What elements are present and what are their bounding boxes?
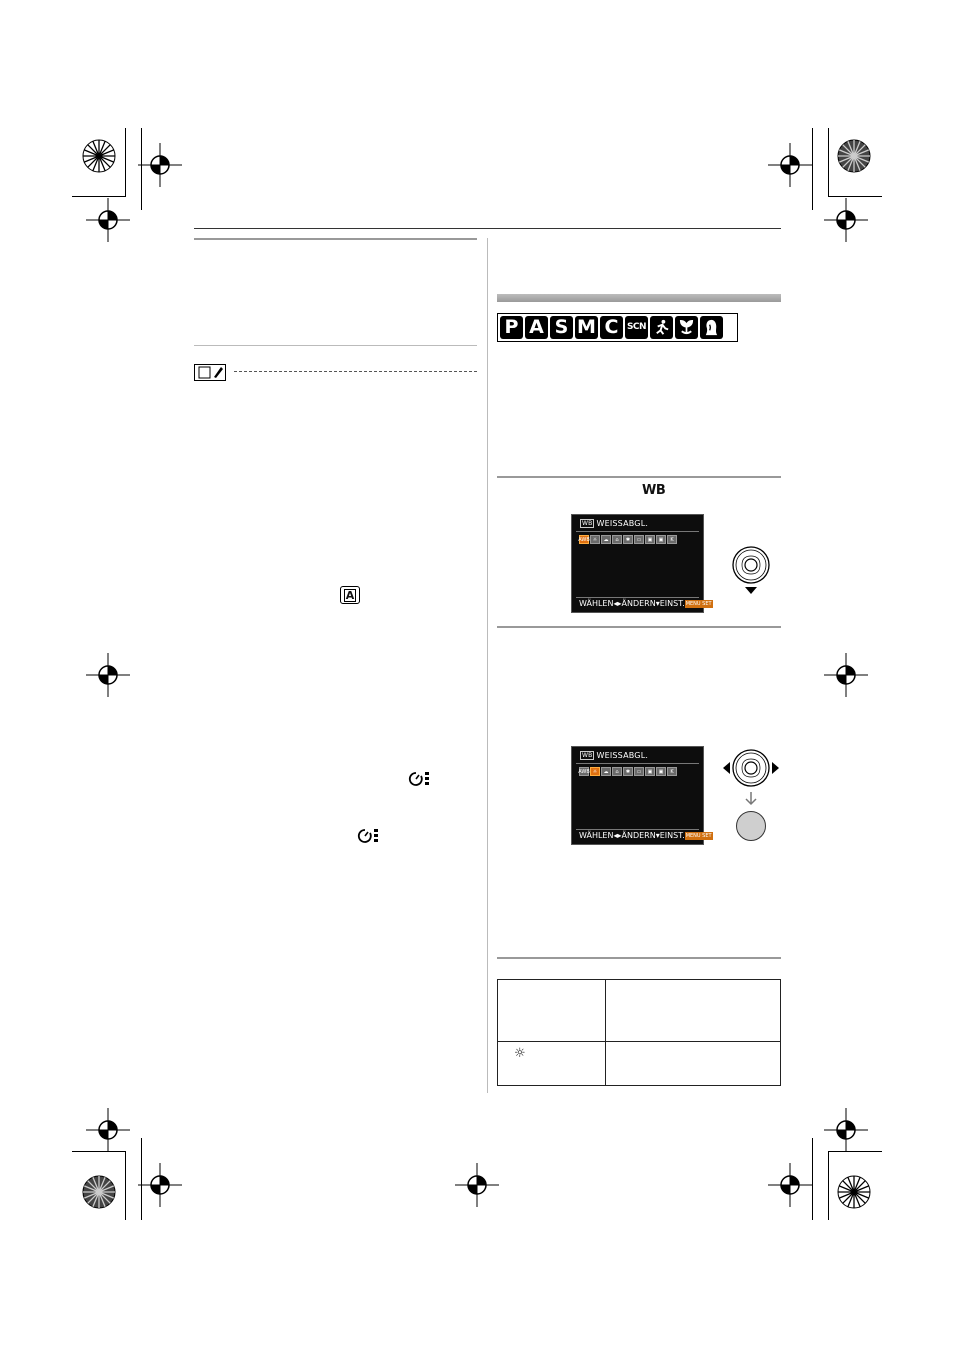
color-wheel-icon — [82, 1175, 116, 1209]
wb-badge: WB — [582, 752, 593, 759]
portrait-icon — [700, 316, 723, 339]
wb-option-kelvin: K — [667, 535, 677, 544]
daylight-icon: ☼ — [514, 1046, 526, 1061]
left-section-rule — [194, 345, 477, 346]
registration-mark-icon — [138, 1163, 182, 1207]
header-rule — [194, 228, 781, 229]
wb-option-shade: ⌂ — [612, 535, 622, 544]
registration-mark-icon — [86, 198, 130, 242]
column-divider — [487, 238, 488, 1093]
wb-option-flash: ▭ — [634, 535, 644, 544]
wb-option-cloudy: ☁ — [601, 535, 611, 544]
crop-mark — [812, 128, 813, 210]
wb-option-halogen: ✱ — [623, 535, 633, 544]
wb-option-flash: ▭ — [634, 767, 644, 776]
left-top-rule — [194, 238, 477, 240]
screen-title: WEISSABGL. — [596, 751, 649, 760]
registration-mark-icon — [455, 1163, 499, 1207]
wb-option-daylight: ☼ — [590, 767, 600, 776]
wb-label: WB — [642, 483, 666, 498]
mode-s-icon: S — [550, 316, 573, 339]
section-header-bar — [497, 294, 781, 302]
recording-mode-strip — [497, 313, 738, 342]
wb-option-set1: ▣ — [645, 535, 655, 544]
wb-options-row — [579, 535, 677, 544]
wb-badge: WB — [582, 520, 593, 527]
screen-title: WEISSABGL. — [596, 519, 649, 528]
color-wheel-icon — [837, 1175, 871, 1209]
auto-mode-letter: A — [345, 588, 355, 602]
step1-rule — [497, 476, 781, 478]
registration-mark-icon — [824, 198, 868, 242]
wb-option-auto: AWB — [578, 768, 590, 775]
wb-option-set2: ▣ — [656, 767, 666, 776]
registration-mark-icon — [824, 653, 868, 697]
crop-mark — [125, 128, 126, 196]
wb-option-shade: ⌂ — [612, 767, 622, 776]
wb-menu-screen-1 — [571, 514, 712, 613]
crop-mark — [72, 196, 126, 197]
wb-option-set1: ▣ — [645, 767, 655, 776]
crop-mark — [828, 1152, 829, 1220]
wb-menu-screen-2 — [571, 746, 712, 845]
color-wheel-icon — [82, 139, 116, 173]
wb-settings-table — [497, 979, 781, 1086]
wb-options-row — [579, 767, 677, 776]
wb-option-kelvin: K — [667, 767, 677, 776]
auto-mode-icon — [340, 586, 360, 604]
wb-option-halogen: ✱ — [623, 767, 633, 776]
note-dashed-line — [234, 371, 477, 372]
self-timer-burst-icon — [357, 827, 381, 845]
cursor-button-down-icon — [729, 543, 773, 595]
mode-m-icon: M — [575, 316, 598, 339]
crop-mark — [812, 1138, 813, 1220]
macro-icon — [675, 316, 698, 339]
screen-footer: WÄHLEN◂▸ÄNDERN▾EINST.MENU SET — [579, 599, 712, 608]
registration-mark-icon — [824, 1108, 868, 1152]
mode-p-icon: P — [500, 316, 523, 339]
step3-rule — [497, 957, 781, 959]
registration-mark-icon — [86, 653, 130, 697]
wb-option-cloudy: ☁ — [601, 767, 611, 776]
menu-set-button-icon — [736, 811, 766, 841]
registration-mark-icon — [768, 1163, 812, 1207]
color-wheel-icon — [837, 139, 871, 173]
wb-option-daylight: ☼ — [590, 535, 600, 544]
sports-icon — [650, 316, 673, 339]
crop-mark — [828, 196, 882, 197]
crop-mark — [125, 1152, 126, 1220]
mode-c-icon: C — [600, 316, 623, 339]
crop-mark — [828, 128, 829, 196]
wb-option-set2: ▣ — [656, 535, 666, 544]
registration-mark-icon — [138, 143, 182, 187]
note-icon — [194, 364, 226, 381]
screen-footer: WÄHLEN◂▸ÄNDERN▾EINST.MENU SET — [579, 831, 712, 840]
mode-a-icon: A — [525, 316, 548, 339]
self-timer-burst-icon — [408, 770, 432, 788]
registration-mark-icon — [86, 1108, 130, 1152]
mode-scn-icon: SCN — [625, 316, 648, 339]
registration-mark-icon — [768, 143, 812, 187]
step2-rule — [497, 626, 781, 628]
wb-option-auto: AWB — [578, 536, 590, 543]
